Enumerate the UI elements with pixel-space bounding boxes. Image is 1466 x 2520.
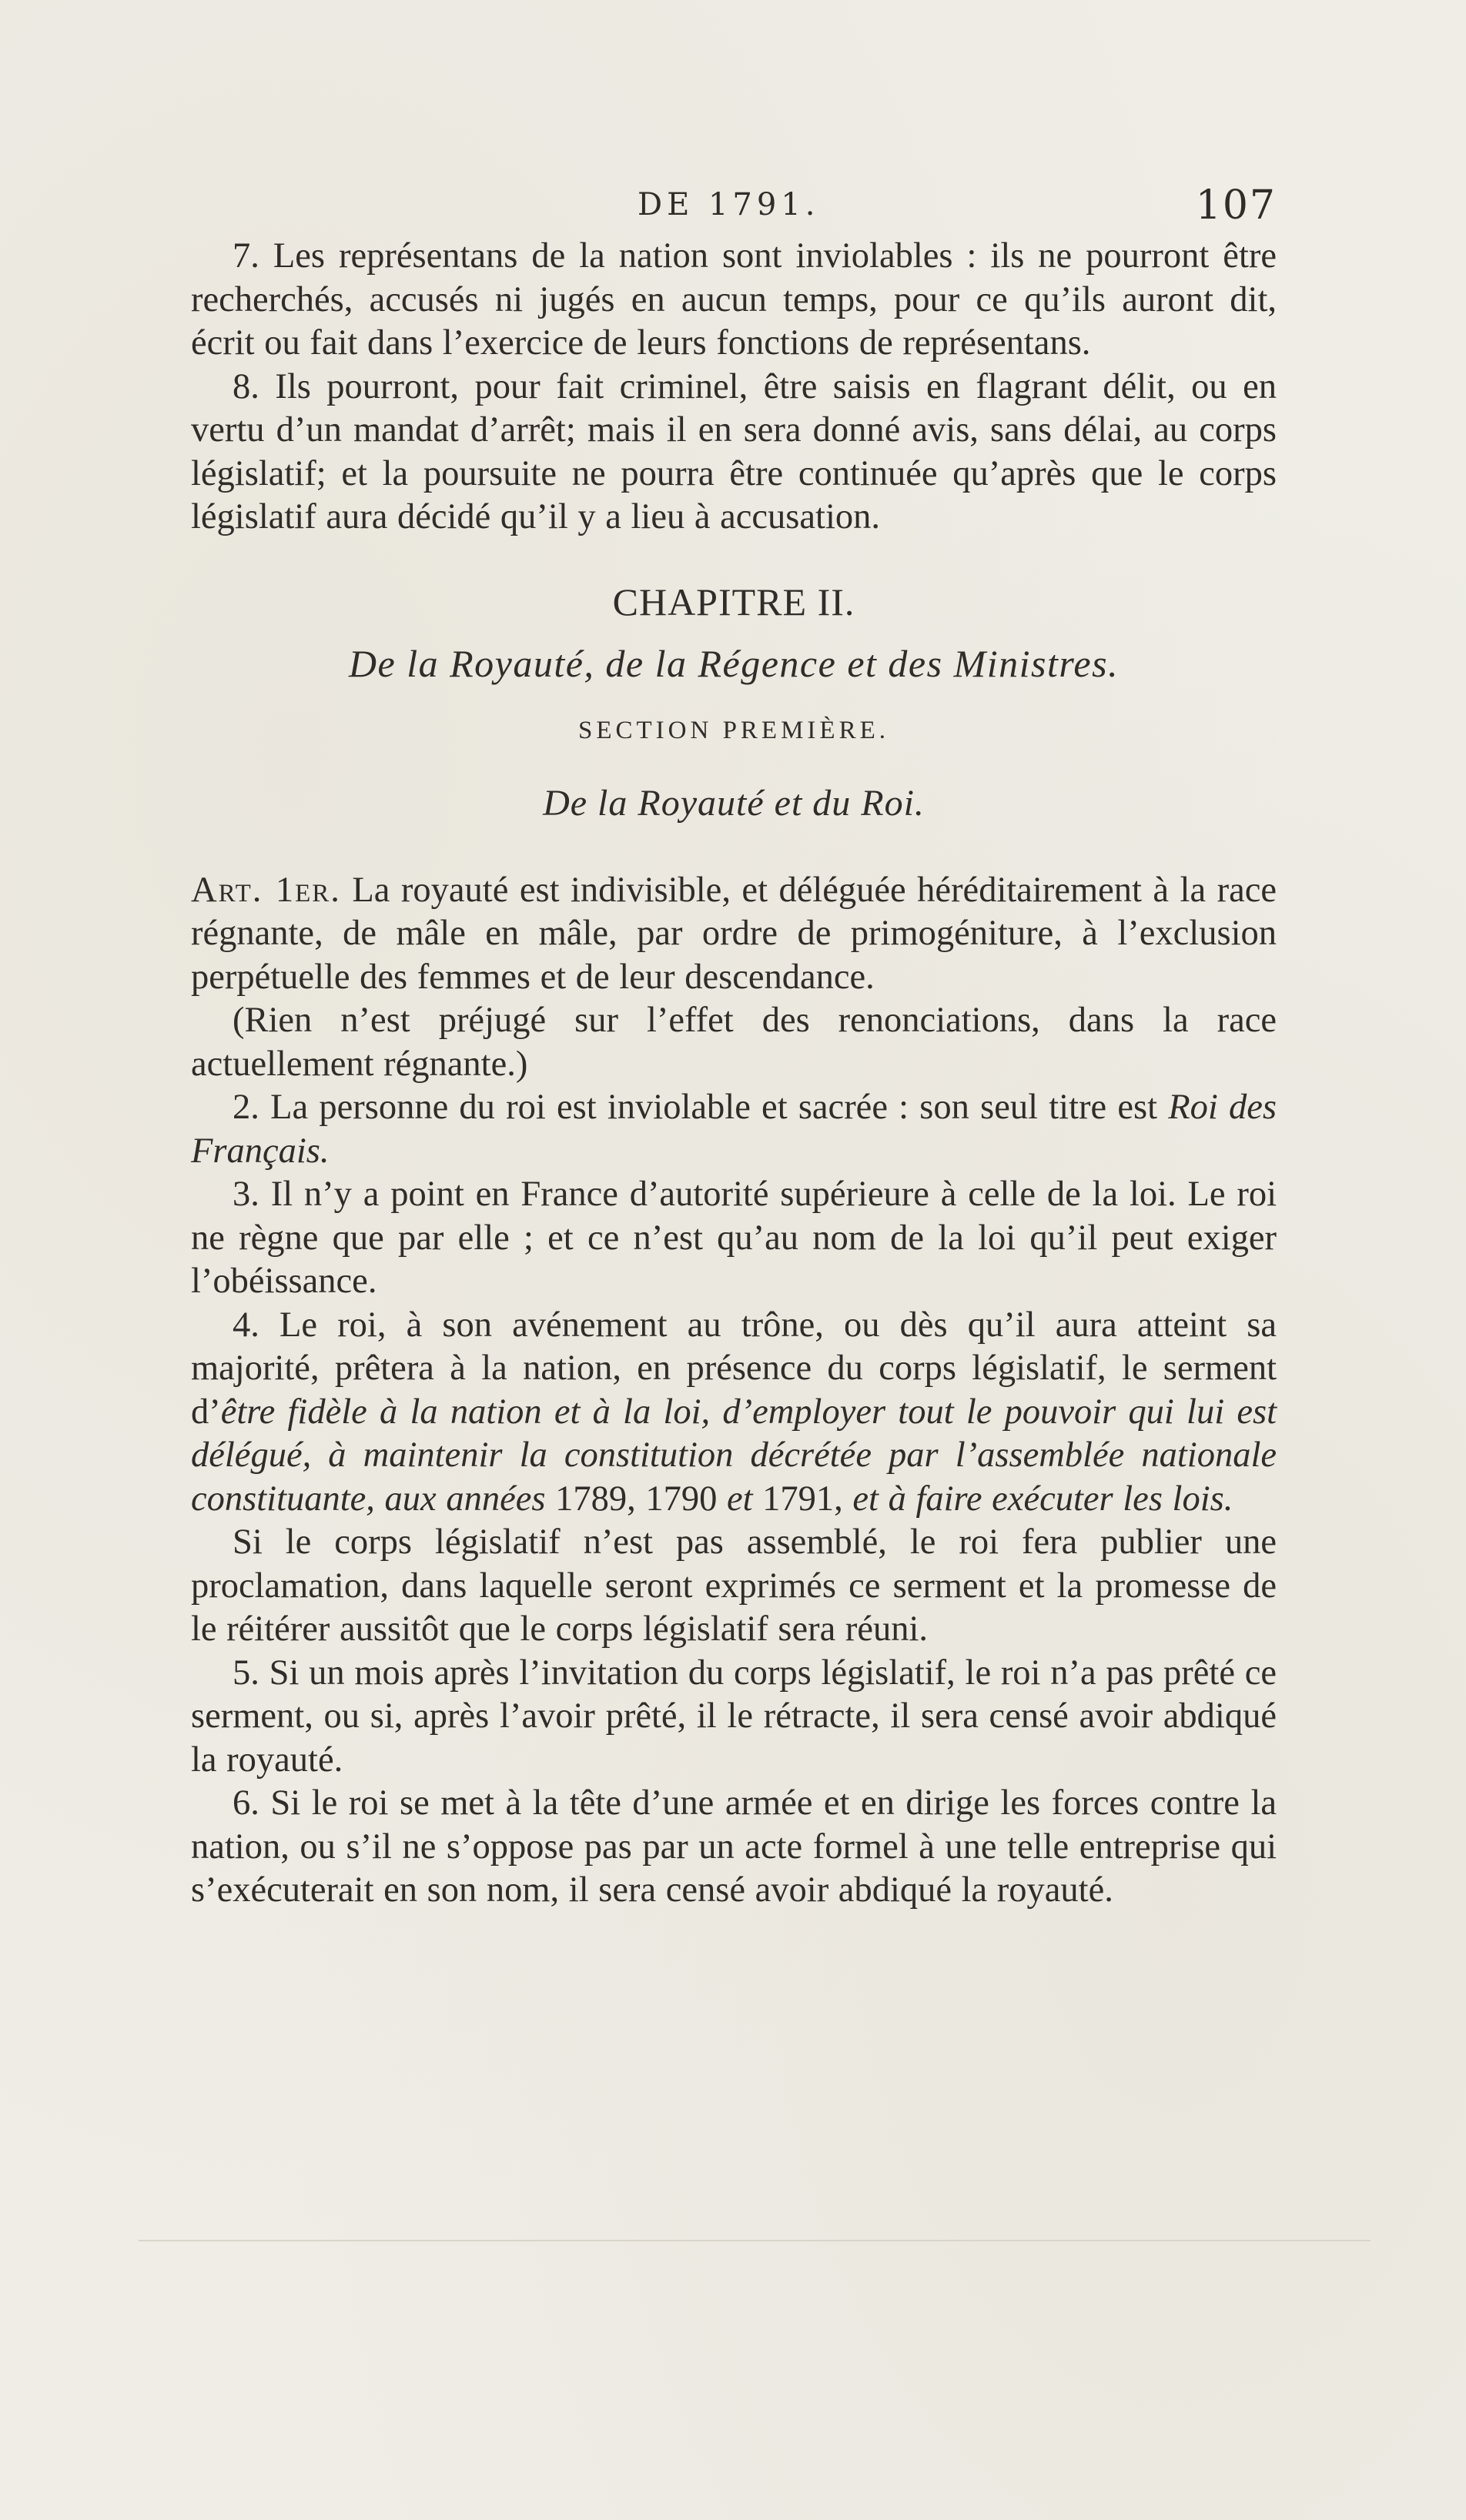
article-4-paragraph xyxy=(191,1304,1277,1522)
article-7-paragraph: 7. Les représentans de la nation sont inviolables : ils ne pourront être recherchés, accusés ni jugés en aucun temps, pour ce qu’ils auront dit, écrit ou fait dans l’exercice de leurs fonctions de représentans. xyxy=(191,236,1277,363)
article-4-years: 1789, 1790 xyxy=(555,1479,718,1519)
article-1-note: (Rien n’est préjugé sur l’effet des renonciations, dans la race actuellement régnante.) xyxy=(191,1001,1277,1084)
running-head xyxy=(191,173,1277,235)
article-3-paragraph: 3. Il n’y a point en France d’autorité supérieure à celle de la loi. Le roi ne règne que par elle ; et ce n’est qu’au nom de la loi qu’il peut exiger l’obéissance. xyxy=(191,1175,1277,1301)
page-divider xyxy=(139,2240,1371,2241)
chapter-subtitle: De la Royauté, de la Régence et des Ministres. xyxy=(348,641,1120,685)
article-8-paragraph: 8. Ils pourront, pour fait criminel, être saisis en flagrant délit, ou en vertu d’un mandat d’arrêt; mais il en sera donné avis, sans délai, au corps législatif; et la poursuite ne pourra être continuée qu’après que le corps législatif aura décidé qu’il y a lieu à accusation. xyxy=(191,366,1277,536)
article-4-oath-part-1: être fidèle à la nation et à la loi, d’employer tout le pouvoir qui lui est délégué, à maintenir la constitution décrétée par l’assemblée nationale constituante, aux années xyxy=(191,1392,1277,1519)
article-1-paragraph xyxy=(191,869,1277,1000)
section-subtitle: De la Royauté et du Roi. xyxy=(543,782,925,824)
running-title: DE 1791. xyxy=(638,187,820,222)
article-4-et: et xyxy=(726,1479,753,1519)
article-6-paragraph: 6. Si le roi se met à la tête d’une armée et en dirige les forces contre la nation, ou s’il ne s’oppose pas par un acte formel à une telle entreprise qui s’exécuterait en son nom, il sera censé avoir abdiqué la royauté. xyxy=(191,1783,1277,1910)
article-4-oath-part-2: et à faire exécuter les lois. xyxy=(852,1479,1233,1519)
page-content xyxy=(191,173,1277,1913)
article-4-continuation: Si le corps législatif n’est pas assemblé, le roi fera publier une proclamation, dans laquelle seront exprimés ce serment et la promesse de le réitérer aussitôt que le corps législatif sera réuni. xyxy=(191,1522,1277,1649)
article-5-paragraph: 5. Si un mois après l’invitation du corps législatif, le roi n’a pas prêté ce serment, ou si, après l’avoir prêté, il le rétracte, il sera censé avoir abdiqué la royauté. xyxy=(191,1653,1277,1780)
section-heading: SECTION PREMIÈRE. xyxy=(577,716,889,744)
article-1-label: Art. 1er. xyxy=(191,870,341,910)
chapter-heading: CHAPITRE II. xyxy=(612,580,855,623)
article-4-text: 4. Le roi, à son avénement au trône, ou dès qu’il aura atteint sa majorité, prêtera à la nation, en présence du corps législatif, le serment d’ xyxy=(191,1305,1277,1432)
article-2-paragraph xyxy=(191,1086,1277,1173)
article-2-title: Roi des Français. xyxy=(191,1088,1277,1171)
article-2-text: 2. La personne du roi est inviolable et sacrée : son seul titre est xyxy=(233,1088,1157,1127)
article-1-text: La royauté est indivisible, et déléguée héréditairement à la race régnante, de mâle en mâle, par ordre de primogéniture, à l’exclusion perpétuelle des femmes et de leur descendance. xyxy=(191,870,1277,997)
page-number: 107 xyxy=(1195,182,1277,229)
article-4-year-3: 1791, xyxy=(762,1479,843,1519)
